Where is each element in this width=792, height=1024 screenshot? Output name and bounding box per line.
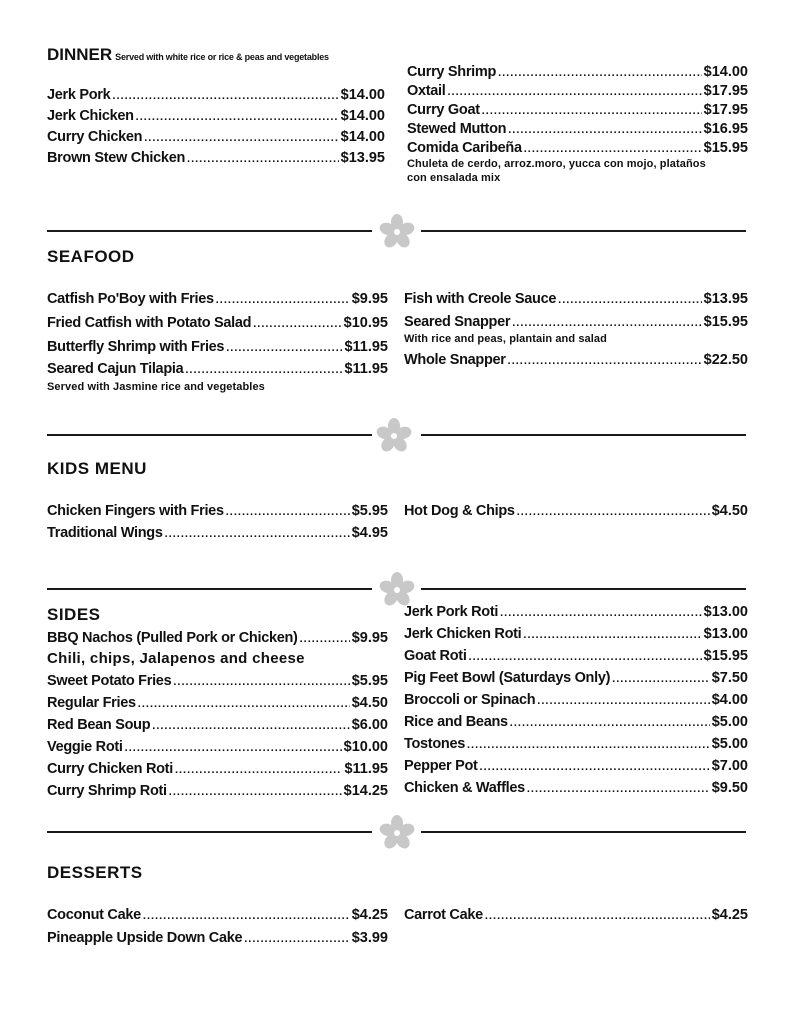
menu-item [407,138,748,158]
item-note: With rice and peas, plantain and salad [404,333,607,345]
item-price: $4.25 [351,907,388,923]
dinner-title: DINNER [47,45,113,64]
section-divider [47,831,372,833]
item-price: $13.95 [340,150,385,166]
leader-dots [612,669,710,689]
hibiscus-flower-icon [377,212,417,252]
menu-item [47,501,388,521]
leader-dots [216,290,350,310]
menu-item [47,289,388,309]
section-divider [47,588,372,590]
item-name: Veggie Roti [47,739,123,755]
item-name: Curry Chicken Roti [47,761,173,777]
item-price: $17.95 [703,102,748,118]
item-name: Curry Chicken [47,129,143,145]
menu-item [404,712,748,732]
item-price: $6.00 [351,717,388,733]
item-price: $5.95 [351,503,388,519]
item-name: Fried Catfish with Potato Salad [47,315,252,331]
leader-dots [480,757,710,777]
item-price: $11.95 [344,339,388,355]
leader-dots [500,603,702,623]
menu-item [407,100,748,120]
menu-item [47,628,388,648]
item-price: $7.50 [711,670,748,686]
item-price: $4.25 [711,907,748,923]
leader-dots [517,502,710,522]
item-price: $14.00 [340,108,385,124]
item-price: $5.00 [711,714,748,730]
leader-dots [482,101,702,121]
menu-item [47,928,388,948]
item-name: Rice and Beans [404,714,508,730]
item-name: Goat Roti [404,648,467,664]
item-price: $14.00 [703,64,748,80]
section-divider [47,230,372,232]
item-name-main: BBQ Nachos [47,630,133,646]
seafood-title: SEAFOOD [47,247,135,266]
item-name: Carrot Cake [404,907,483,923]
item-name: Jerk Pork [47,87,111,103]
item-price: $5.00 [711,736,748,752]
leader-dots [523,625,701,645]
item-name: Hot Dog & Chips [404,503,515,519]
menu-item [404,646,748,666]
leader-dots [136,107,339,127]
leader-dots [173,672,349,692]
leader-dots [558,290,702,310]
menu-item [47,127,385,147]
section-divider [421,230,746,232]
item-price: $3.99 [351,930,388,946]
menu-item [47,313,388,333]
leader-dots [467,735,710,755]
item-name: Curry Goat [407,102,480,118]
item-name: Pineapple Upside Down Cake [47,930,243,946]
item-name: Regular Fries [47,695,136,711]
item-price: $15.95 [703,140,748,156]
item-name: Pepper Pot [404,758,478,774]
leader-dots [144,128,338,148]
item-price: $15.95 [703,314,748,330]
kids-title: KIDS MENU [47,459,147,478]
leader-dots [448,82,702,102]
leader-dots [125,738,342,758]
item-price: $11.95 [344,361,388,377]
leader-dots [512,313,701,333]
leader-dots [143,906,350,926]
menu-item [404,602,748,622]
sides-title: SIDES [47,605,101,624]
hibiscus-flower-icon [374,416,414,456]
menu-item [47,737,388,757]
menu-item [47,715,388,735]
item-name: Oxtail [407,83,446,99]
leader-dots [537,691,709,711]
item-name: Traditional Wings [47,525,163,541]
menu-item [404,501,748,521]
menu-item [47,359,388,379]
item-note: Chili, chips, Jalapenos and cheese [47,650,305,667]
leader-dots [244,929,349,949]
item-name: Brown Stew Chicken [47,150,186,166]
item-name: Whole Snapper [404,352,506,368]
item-name: Sweet Potato Fries [47,673,172,689]
leader-dots [175,760,343,780]
menu-item [47,781,388,801]
item-price: $13.00 [703,626,748,642]
leader-dots [138,694,350,714]
item-name: Curry Shrimp [407,64,497,80]
menu-item [404,778,748,798]
menu-item [407,62,748,82]
leader-dots [152,716,349,736]
item-price: $14.00 [340,87,385,103]
item-price: $14.25 [343,783,388,799]
desserts-title: DESSERTS [47,863,143,882]
menu-item [404,289,748,309]
item-price: $15.95 [703,648,748,664]
leader-dots [165,524,350,544]
item-name-sub: (Pulled Pork or Chicken) [136,630,298,646]
menu-item [47,693,388,713]
item-name: Jerk Chicken Roti [404,626,522,642]
item-name: Fish with Creole Sauce [404,291,557,307]
menu-item [404,350,748,370]
leader-dots [524,139,702,159]
dinner-heading [47,45,329,65]
section-divider [421,831,746,833]
item-price: $9.95 [351,630,388,646]
leader-dots [508,120,701,140]
item-name: Chicken Fingers with Fries [47,503,224,519]
leader-dots [498,63,702,83]
menu-item [407,81,748,101]
item-price: $5.95 [351,673,388,689]
item-name: Chicken & Waffles [404,780,525,796]
item-price: $4.50 [711,503,748,519]
item-note: con ensalada mix [407,172,501,184]
item-name [47,628,298,648]
menu-item [47,523,388,543]
item-price: $13.95 [703,291,748,307]
item-price: $4.50 [351,695,388,711]
menu-item [47,671,388,691]
leader-dots [510,713,710,733]
item-price: $9.50 [711,780,748,796]
menu-item [404,734,748,754]
item-name: Catfish Po'Boy with Fries [47,291,214,307]
leader-dots [226,338,342,358]
menu-item [407,119,748,139]
menu-item [47,85,385,105]
item-price: $10.00 [343,739,388,755]
item-price: $4.95 [351,525,388,541]
menu-item [404,312,748,332]
item-name: Comida Caribeña [407,140,522,156]
item-name: Jerk Pork Roti [404,604,499,620]
item-name: Seared Cajun Tilapia [47,361,184,377]
menu-item [47,905,388,925]
item-price: $7.00 [711,758,748,774]
item-price: $16.95 [703,121,748,137]
item-name: Curry Shrimp Roti [47,783,167,799]
leader-dots [169,782,342,802]
item-name: Butterfly Shrimp with Fries [47,339,225,355]
section-divider [421,588,746,590]
item-name [404,668,610,688]
item-name: Jerk Chicken [47,108,134,124]
section-divider [47,434,372,436]
menu-item [404,624,748,644]
menu-item [47,148,385,168]
item-note: Chuleta de cerdo, arroz.moro, yucca con mojo, plataños [407,158,706,170]
item-price: $10.95 [343,315,388,331]
menu-item [404,756,748,776]
item-price: $9.95 [351,291,388,307]
menu-item [47,106,385,126]
menu-item [404,905,748,925]
menu-item [47,759,388,779]
item-price: $11.95 [344,761,388,777]
menu-item [404,690,748,710]
item-name-sub: (Saturdays Only) [498,670,611,686]
item-name: Seared Snapper [404,314,511,330]
leader-dots [185,360,342,380]
leader-dots [485,906,710,926]
item-name-main: Pig Feet Bowl [404,670,496,686]
leader-dots [112,86,338,106]
item-note: Served with Jasmine rice and vegetables [47,381,265,393]
item-price: $22.50 [703,352,748,368]
leader-dots [187,149,339,169]
leader-dots [253,314,341,334]
leader-dots [226,502,350,522]
leader-dots [469,647,702,667]
item-price: $4.00 [711,692,748,708]
leader-dots [527,779,710,799]
section-divider [421,434,746,436]
item-price: $14.00 [340,129,385,145]
item-price: $13.00 [703,604,748,620]
item-name: Tostones [404,736,465,752]
menu-item [404,668,748,688]
item-name: Stewed Mutton [407,121,507,137]
leader-dots [508,351,702,371]
dinner-note: Served with white rice or rice & peas and vegetables [115,52,329,62]
item-name: Broccoli or Spinach [404,692,536,708]
item-name: Red Bean Soup [47,717,151,733]
item-price: $17.95 [703,83,748,99]
item-name: Coconut Cake [47,907,141,923]
hibiscus-flower-icon [377,813,417,853]
menu-item [47,337,388,357]
leader-dots [300,629,350,649]
